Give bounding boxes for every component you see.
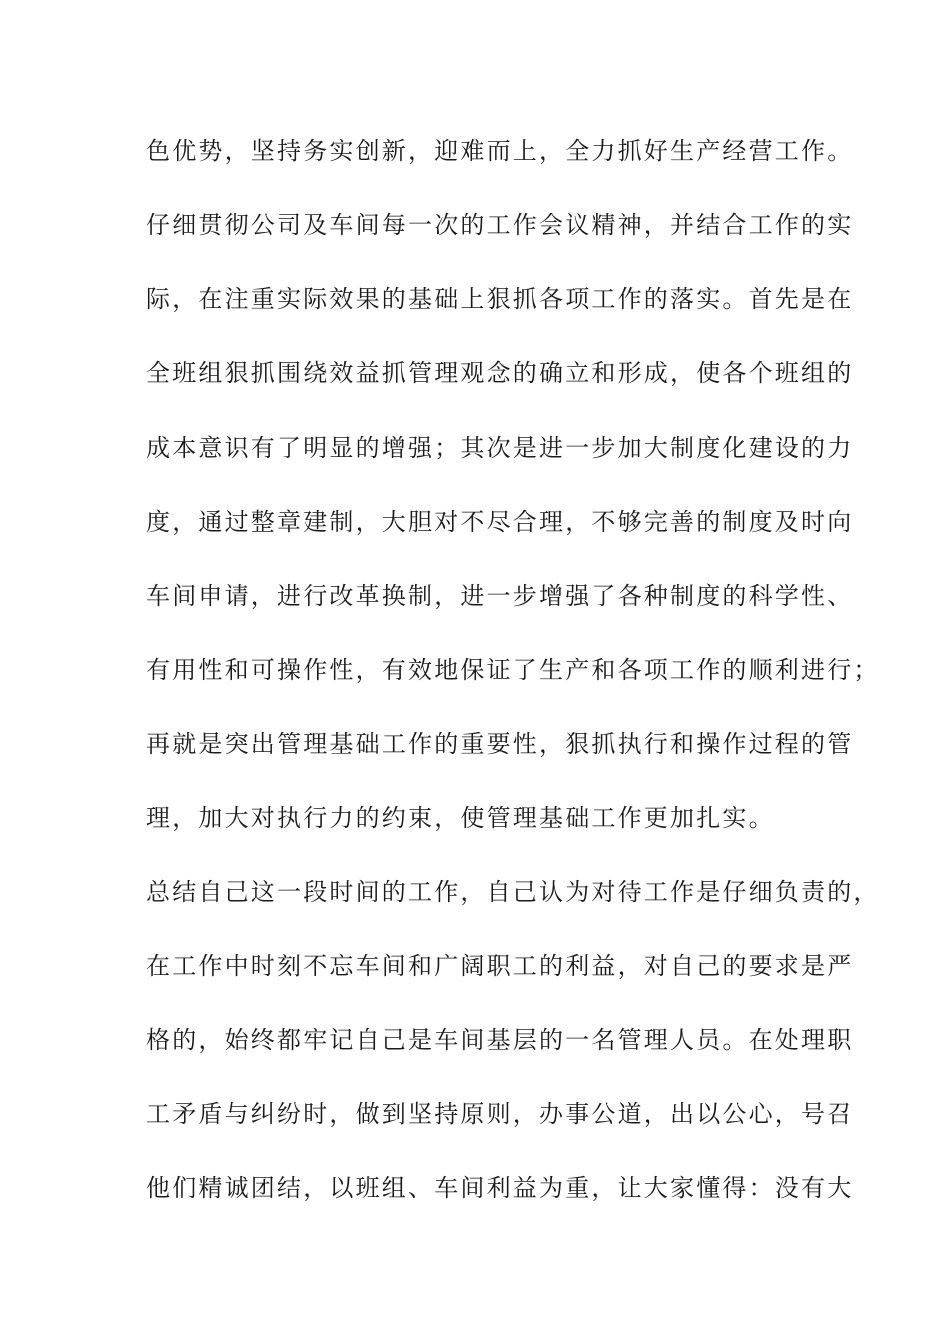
text-line: 车间申请，进行改革换制，进一步增强了各种制度的科学性、 [146,582,854,610]
text-line: 仔细贯彻公司及车间每一次的工作会议精神，并结合工作的实 [146,211,854,239]
text-line: 理，加大对执行力的约束，使管理基础工作更加扎实。 [146,804,775,832]
text-line: 色优势，坚持务实创新，迎难而上，全力抓好生产经营工作。 [146,137,854,165]
text-line: 际，在注重实际效果的基础上狠抓各项工作的落实。首先是在 [146,285,854,313]
text-line: 再就是突出管理基础工作的重要性，狠抓执行和操作过程的管 [146,730,854,758]
text-line: 全班组狠抓围绕效益抓管理观念的确立和形成，使各个班组的 [146,359,854,387]
text-line: 总结自己这一段时间的工作，自己认为对待工作是仔细负责的， [146,878,880,906]
text-line: 成本意识有了明显的增强；其次是进一步加大制度化建设的力 [146,434,854,462]
text-line: 度，通过整章建制，大胆对不尽合理，不够完善的制度及时向 [146,508,854,536]
text-line: 工矛盾与纠纷时，做到坚持原则，办事公道，出以公心，号召 [146,1100,854,1128]
text-line: 格的，始终都牢记自己是车间基层的一名管理人员。在处理职 [146,1026,854,1054]
text-line: 有用性和可操作性，有效地保证了生产和各项工作的顺利进行； [146,656,880,684]
text-line: 他们精诚团结，以班组、车间利益为重，让大家懂得：没有大 [146,1174,854,1202]
text-line: 在工作中时刻不忘车间和广阔职工的利益，对自己的要求是严 [146,952,854,980]
